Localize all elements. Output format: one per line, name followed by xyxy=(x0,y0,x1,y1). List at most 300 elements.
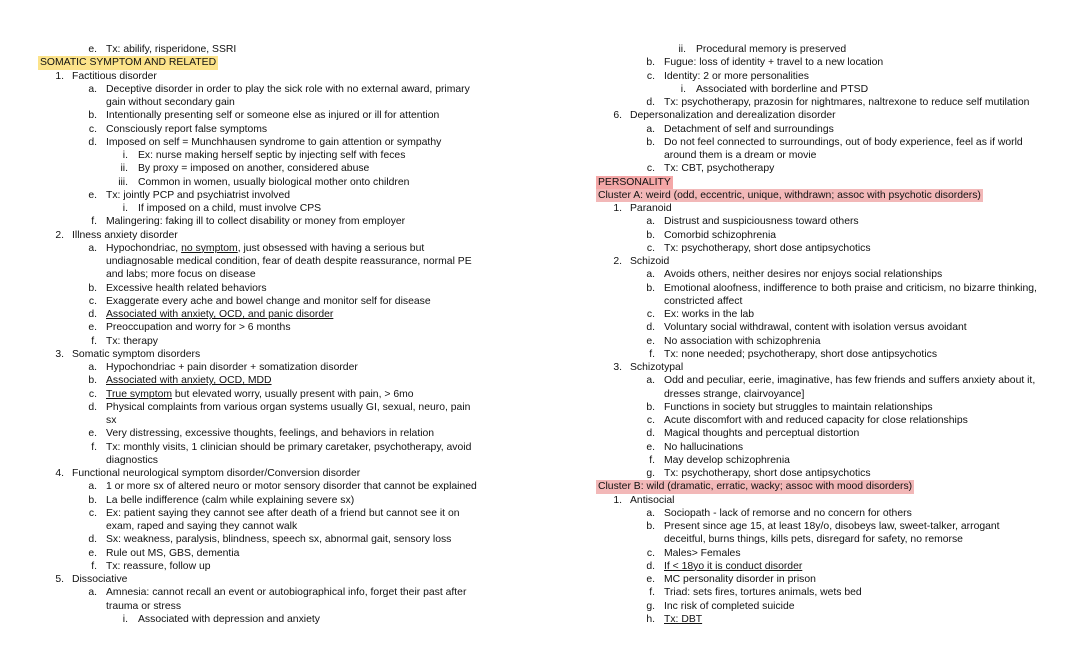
text-segment: Physical complaints from various organ systems usually GI, sexual, neuro, pain xyxy=(106,401,471,413)
text-segment: Associated with depression and anxiety xyxy=(138,613,320,625)
text-segment: Deceptive disorder in order to play the sick role with no external award, primary xyxy=(106,83,470,95)
list-item xyxy=(38,282,478,295)
text-segment: diagnostics xyxy=(106,454,158,466)
list-marker: d. xyxy=(646,97,655,108)
list-marker: ii. xyxy=(678,44,686,55)
underlined-text: If < 18yo it is conduct disorder xyxy=(664,560,803,572)
item-text xyxy=(72,573,127,586)
list-item xyxy=(596,586,1042,599)
text-segment: Common in women, usually biological mother onto children xyxy=(138,176,410,188)
list-marker: 3. xyxy=(55,348,64,360)
list-marker: b. xyxy=(88,282,97,294)
list-item xyxy=(596,268,1042,281)
item-text xyxy=(664,335,821,348)
item-text xyxy=(664,507,912,520)
text-segment: Fugue: loss of identity + travel to a new location xyxy=(664,57,884,69)
list-item xyxy=(596,308,1042,321)
list-marker: 1. xyxy=(613,494,622,506)
text-segment: Distrust and suspiciousness toward others xyxy=(664,216,859,228)
text-segment: Paranoid xyxy=(630,203,672,214)
list-marker: c. xyxy=(646,163,655,175)
item-text xyxy=(106,374,272,387)
list-marker: 2. xyxy=(55,229,64,241)
text-segment: Excessive health related behaviors xyxy=(106,282,267,294)
heading-text xyxy=(596,189,983,202)
item-text xyxy=(664,454,790,467)
right-column xyxy=(596,43,1042,626)
list-item xyxy=(38,547,478,560)
text-segment: Antisocial xyxy=(630,494,675,506)
list-marker: a. xyxy=(88,587,97,599)
list-item xyxy=(596,374,1042,387)
list-item-continuation xyxy=(596,388,1042,401)
text-segment: Magical thoughts and perceptual distortion xyxy=(664,428,860,440)
item-text xyxy=(106,308,333,321)
text-segment: La belle indifference (calm while explaining severe sx) xyxy=(106,494,355,506)
list-item xyxy=(38,321,478,334)
text-segment: By proxy = imposed on another, considered abuse xyxy=(138,163,370,175)
list-item xyxy=(38,401,478,414)
item-text xyxy=(630,255,669,268)
text-segment: but elevated worry, usually present with pain, > 6mo xyxy=(172,388,414,400)
text-segment: Tx: abilify, risperidone, SSRI xyxy=(106,44,237,55)
text-segment: Intentionally presenting self or someone else as injured or ill for attention xyxy=(106,110,440,122)
item-text xyxy=(106,109,439,122)
list-marker: b. xyxy=(646,57,655,69)
item-text xyxy=(106,123,267,136)
list-item xyxy=(596,70,1042,83)
text-segment: Very distressing, excessive thoughts, feelings, and behaviors in relation xyxy=(106,428,435,440)
text-segment: PERSONALITY xyxy=(598,176,671,188)
text-segment: Depersonalization and derealization disorder xyxy=(630,110,836,122)
item-text xyxy=(664,308,754,321)
item-text xyxy=(664,348,937,361)
list-item xyxy=(38,586,478,599)
item-text xyxy=(106,401,470,414)
list-marker: 2. xyxy=(613,256,622,267)
text-segment: Tx: none needed; psychotherapy, short dose antipsychotics xyxy=(664,348,938,360)
text-segment: Procedural memory is preserved xyxy=(696,44,847,55)
text-segment: If imposed on a child, must involve CPS xyxy=(138,203,322,214)
list-marker: a. xyxy=(646,269,655,281)
list-marker: f. xyxy=(649,587,655,599)
list-marker: b. xyxy=(646,401,655,413)
list-marker: 1. xyxy=(55,70,64,82)
item-text xyxy=(106,255,472,268)
text-segment: Tx: reassure, follow up xyxy=(106,560,211,572)
list-item xyxy=(38,162,478,175)
list-marker: d. xyxy=(88,534,97,546)
list-marker: a. xyxy=(646,375,655,387)
list-item xyxy=(38,494,478,507)
list-item xyxy=(596,427,1042,440)
item-text xyxy=(138,149,405,162)
list-marker: f. xyxy=(91,560,97,572)
text-segment: Present since age 15, at least 18y/o, disobeys law, sweet-talker, arrogant xyxy=(664,521,1000,532)
item-text xyxy=(630,202,672,215)
list-item-continuation xyxy=(38,96,478,109)
item-text xyxy=(72,467,360,480)
list-item xyxy=(596,361,1042,374)
text-segment: Do not feel connected to surroundings, out of body experience, feel as if world xyxy=(664,136,1023,148)
text-segment: Avoids others, neither desires nor enjoys social relationships xyxy=(664,269,943,281)
list-marker: d. xyxy=(88,136,97,148)
list-marker: d. xyxy=(88,401,97,413)
text-segment: Tx: therapy xyxy=(106,335,158,347)
item-text xyxy=(664,136,1023,149)
item-text xyxy=(106,321,291,334)
list-marker: f. xyxy=(649,348,655,360)
item-text xyxy=(664,70,809,83)
item-text xyxy=(664,149,816,162)
item-text xyxy=(664,414,968,427)
text-segment: Somatic symptom disorders xyxy=(72,348,201,360)
list-item-continuation xyxy=(596,149,1042,162)
left-column xyxy=(38,43,478,626)
item-text xyxy=(106,586,466,599)
list-marker: c. xyxy=(88,507,97,519)
text-segment: Ex: works in the lab xyxy=(664,309,755,320)
text-segment: Ex: nurse making herself septic by injecting self with feces xyxy=(138,150,406,161)
text-segment: Associated with borderline and PTSD xyxy=(696,83,869,95)
text-segment: Functional neurological symptom disorder/Conversion disorder xyxy=(72,468,361,479)
list-item-continuation xyxy=(38,414,478,427)
item-text xyxy=(106,533,451,546)
text-segment: deceitful, burns things, kills pets, disregard for safety, no remorse xyxy=(664,534,963,546)
text-segment: , just obsessed with having a serious but xyxy=(237,242,425,254)
text-segment: around them is a dream or movie xyxy=(664,150,817,161)
list-item xyxy=(596,43,1042,56)
item-text xyxy=(106,96,235,109)
item-text xyxy=(138,176,409,189)
item-text xyxy=(106,295,431,308)
text-segment: Tx: psychotherapy, prazosin for nightmares, naltrexone to reduce self mutilation xyxy=(664,97,1030,108)
list-marker: d. xyxy=(88,309,97,320)
item-text xyxy=(664,573,816,586)
text-segment: sx xyxy=(106,415,117,426)
item-text xyxy=(664,215,859,228)
list-item xyxy=(38,109,478,122)
item-text xyxy=(72,348,200,361)
list-item xyxy=(596,321,1042,334)
heading-text xyxy=(596,480,914,493)
list-item xyxy=(596,123,1042,136)
list-item xyxy=(596,467,1042,480)
item-text xyxy=(106,427,434,440)
list-marker: e. xyxy=(646,441,655,453)
list-marker: f. xyxy=(91,335,97,347)
item-text xyxy=(664,547,741,560)
section-heading-personality xyxy=(596,176,1042,189)
text-segment: Inc risk of completed suicide xyxy=(664,600,795,612)
item-text xyxy=(106,600,181,613)
list-item-continuation xyxy=(38,520,478,533)
item-text xyxy=(106,268,256,281)
item-text xyxy=(664,467,871,480)
list-marker: b. xyxy=(88,110,97,122)
text-segment: gain without secondary gain xyxy=(106,97,235,108)
list-item-continuation xyxy=(38,600,478,613)
item-text xyxy=(106,507,460,520)
list-marker: b. xyxy=(646,521,655,532)
text-segment: Imposed on self = Munchhausen syndrome to gain attention or sympathy xyxy=(106,136,442,148)
item-text xyxy=(664,268,942,281)
list-marker: e. xyxy=(646,335,655,347)
item-text xyxy=(106,43,236,56)
list-marker: e. xyxy=(88,322,97,334)
list-item xyxy=(38,189,478,202)
list-item xyxy=(38,533,478,546)
list-item xyxy=(596,242,1042,255)
text-segment: No association with schizophrenia xyxy=(664,335,821,347)
text-segment: Exaggerate every ache and bowel change and monitor self for disease xyxy=(106,295,431,307)
text-segment: Factitious disorder xyxy=(72,70,157,82)
list-item xyxy=(596,507,1042,520)
list-marker: b. xyxy=(646,282,655,294)
list-marker: e. xyxy=(88,547,97,559)
text-segment: Emotional aloofness, indifference to both praise and criticism, no bizarre thinking, xyxy=(664,282,1037,294)
list-marker: a. xyxy=(646,507,655,519)
list-marker: e. xyxy=(646,574,655,585)
item-text xyxy=(664,123,834,136)
list-item-continuation xyxy=(38,255,478,268)
text-segment: Rule out MS, GBS, dementia xyxy=(106,547,240,559)
list-marker: c. xyxy=(88,295,97,307)
list-marker: a. xyxy=(646,123,655,135)
item-text xyxy=(106,388,414,401)
list-marker: b. xyxy=(88,375,97,387)
text-segment: Tx: jointly PCP and psychiatrist involved xyxy=(106,189,291,201)
item-text xyxy=(630,361,683,374)
list-item xyxy=(596,494,1042,507)
heading-text xyxy=(38,56,218,69)
text-segment: Malingering: faking ill to collect disability or money from employer xyxy=(106,216,406,228)
item-text xyxy=(106,361,358,374)
item-text xyxy=(106,136,441,149)
list-marker: e. xyxy=(88,44,97,55)
list-item xyxy=(38,295,478,308)
list-item xyxy=(38,361,478,374)
list-item xyxy=(596,573,1042,586)
item-text xyxy=(72,70,157,83)
item-text xyxy=(664,533,963,546)
item-text xyxy=(138,613,320,626)
list-marker: a. xyxy=(646,216,655,228)
list-item xyxy=(38,560,478,573)
list-marker: c. xyxy=(646,70,655,82)
item-text xyxy=(664,520,1000,533)
list-item xyxy=(38,573,478,586)
item-text xyxy=(106,520,297,533)
list-item xyxy=(596,600,1042,613)
list-item xyxy=(38,467,478,480)
text-segment: Hypochondriac, xyxy=(106,242,182,254)
list-item xyxy=(38,43,478,56)
text-segment: trauma or stress xyxy=(106,600,182,612)
list-marker: c. xyxy=(646,415,655,426)
text-segment: Odd and peculiar, eerie, imaginative, has few friends and suffers anxiety about it, xyxy=(664,375,1036,387)
list-marker: c. xyxy=(646,309,655,320)
list-marker: 4. xyxy=(55,468,64,479)
list-marker: f. xyxy=(91,216,97,228)
text-segment: exam, raped and saying they cannot walk xyxy=(106,521,298,532)
heading-text xyxy=(596,176,673,189)
text-segment: Preoccupation and worry for > 6 months xyxy=(106,322,291,334)
text-segment: Males> Females xyxy=(664,547,741,559)
section-heading-somatic-symptom-and-related xyxy=(38,56,478,69)
text-segment: Dissociative xyxy=(72,574,128,585)
section-heading-cluster-b-wild-dramatic-erratic-wacky-as xyxy=(596,480,1042,493)
item-text xyxy=(664,96,1029,109)
list-item xyxy=(38,308,478,321)
item-text xyxy=(664,229,776,242)
text-segment: Tx: psychotherapy, short dose antipsychotics xyxy=(664,242,871,254)
item-text xyxy=(696,43,846,56)
item-text xyxy=(664,242,871,255)
list-item xyxy=(38,427,478,440)
list-item xyxy=(596,441,1042,454)
underlined-text: Tx: DBT xyxy=(664,613,703,625)
list-marker: iii. xyxy=(118,176,128,188)
item-text xyxy=(664,427,859,440)
text-segment: No hallucinations xyxy=(664,441,744,453)
list-item xyxy=(596,348,1042,361)
item-text xyxy=(106,560,211,573)
item-text xyxy=(106,83,470,96)
list-item-continuation xyxy=(596,295,1042,308)
item-text xyxy=(106,441,471,454)
underlined-text: Associated with anxiety, OCD, MDD xyxy=(106,375,272,387)
list-item xyxy=(596,613,1042,626)
list-item xyxy=(38,215,478,228)
text-segment: Tx: CBT, psychotherapy xyxy=(664,163,775,175)
text-segment: Hypochondriac + pain disorder + somatization disorder xyxy=(106,362,358,373)
text-segment: Tx: monthly visits, 1 clinician should be primary caretaker, psychotherapy, avoid xyxy=(106,441,472,453)
item-text xyxy=(138,162,369,175)
item-text xyxy=(138,202,321,215)
item-text xyxy=(664,613,702,626)
list-item xyxy=(596,560,1042,573)
list-item xyxy=(38,123,478,136)
text-segment: May develop schizophrenia xyxy=(664,454,790,466)
list-marker: 3. xyxy=(613,362,622,373)
text-segment: Cluster B: wild (dramatic, erratic, wacky; assoc with mood disorders) xyxy=(598,481,913,493)
item-text xyxy=(664,374,1035,387)
list-item xyxy=(38,229,478,242)
list-item xyxy=(38,388,478,401)
item-text xyxy=(664,441,743,454)
text-segment: Tx: psychotherapy, short dose antipsychotics xyxy=(664,468,871,479)
text-segment: Functions in society but struggles to maintain relationships xyxy=(664,401,933,413)
list-marker: f. xyxy=(91,441,97,453)
text-segment: Sociopath - lack of remorse and no concern for others xyxy=(664,507,912,519)
underlined-text: True symptom xyxy=(106,388,173,400)
section-heading-cluster-a-weird-odd-eccentric-unique-wit xyxy=(596,189,1042,202)
list-marker: e. xyxy=(88,428,97,440)
list-item-continuation xyxy=(596,533,1042,546)
text-segment: dresses strange, clairvoyance] xyxy=(664,388,805,400)
list-marker: 1. xyxy=(613,203,622,214)
text-segment: Sx: weakness, paralysis, blindness, speech sx, abnormal gait, sensory loss xyxy=(106,534,452,546)
list-item xyxy=(596,202,1042,215)
item-text xyxy=(106,215,405,228)
text-segment: MC personality disorder in prison xyxy=(664,574,816,585)
list-marker: c. xyxy=(88,123,97,135)
list-item xyxy=(38,335,478,348)
list-item xyxy=(596,96,1042,109)
item-text xyxy=(630,109,836,122)
list-marker: g. xyxy=(646,468,655,479)
item-text xyxy=(106,480,477,493)
list-item xyxy=(596,414,1042,427)
list-marker: b. xyxy=(646,136,655,148)
item-text xyxy=(106,335,158,348)
list-marker: ii. xyxy=(120,163,128,175)
item-text xyxy=(664,321,967,334)
text-segment: Identity: 2 or more personalities xyxy=(664,70,809,82)
list-marker: b. xyxy=(88,494,97,506)
list-item xyxy=(596,454,1042,467)
text-segment: Triad: sets fires, tortures animals, wets bed xyxy=(664,587,862,599)
item-text xyxy=(664,162,774,175)
list-marker: b. xyxy=(646,229,655,241)
text-segment: Consciously report false symptoms xyxy=(106,123,268,135)
list-item xyxy=(596,109,1042,122)
list-item-continuation xyxy=(38,268,478,281)
list-marker: i. xyxy=(122,613,128,625)
underlined-text: no symptom xyxy=(181,242,238,254)
list-item xyxy=(38,136,478,149)
item-text xyxy=(664,560,802,573)
text-segment: and labs; more focus on disease xyxy=(106,269,256,281)
item-text xyxy=(106,454,158,467)
list-item xyxy=(38,202,478,215)
list-marker: i. xyxy=(122,203,128,214)
list-marker: h. xyxy=(646,613,655,625)
text-segment: SOMATIC SYMPTOM AND RELATED xyxy=(40,57,217,69)
list-item xyxy=(38,242,478,255)
text-segment: Voluntary social withdrawal, content with isolation versus avoidant xyxy=(664,322,967,334)
item-text xyxy=(106,547,239,560)
list-item xyxy=(596,215,1042,228)
item-text xyxy=(664,586,862,599)
list-marker: c. xyxy=(646,242,655,254)
item-text xyxy=(630,494,674,507)
text-segment: Schizotypal xyxy=(630,362,684,373)
list-item xyxy=(38,374,478,387)
list-item xyxy=(38,613,478,626)
list-item xyxy=(38,83,478,96)
list-marker: c. xyxy=(88,388,97,400)
list-item-continuation xyxy=(38,454,478,467)
list-marker: f. xyxy=(649,454,655,466)
list-item xyxy=(38,507,478,520)
item-text xyxy=(106,242,424,255)
list-marker: a. xyxy=(88,362,97,373)
list-item xyxy=(38,70,478,83)
text-segment: Illness anxiety disorder xyxy=(72,229,178,241)
list-item xyxy=(596,83,1042,96)
underlined-text: Associated with anxiety, OCD, and panic disorder xyxy=(106,309,334,320)
list-item xyxy=(596,229,1042,242)
list-marker: d. xyxy=(646,428,655,440)
item-text xyxy=(664,282,1037,295)
list-marker: c. xyxy=(646,547,655,559)
list-marker: i. xyxy=(122,150,128,161)
item-text xyxy=(664,600,795,613)
text-segment: constricted affect xyxy=(664,295,743,307)
list-item xyxy=(596,136,1042,149)
